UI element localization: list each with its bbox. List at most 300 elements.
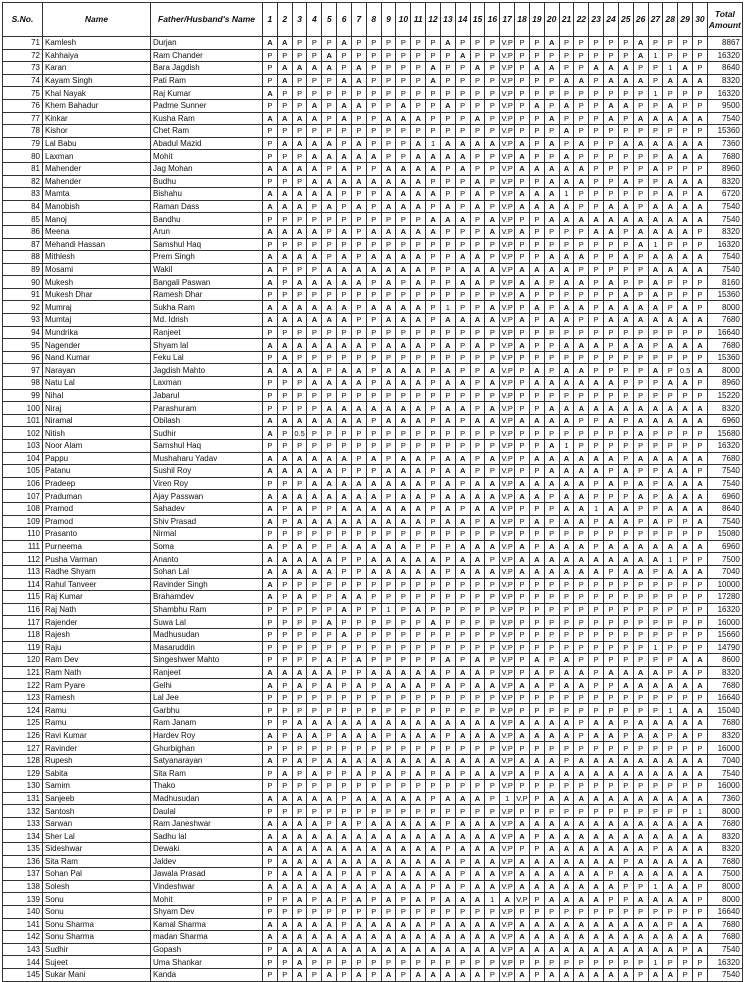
cell-attendance: P	[440, 62, 455, 75]
cell-attendance: P	[544, 641, 559, 654]
cell-attendance: P	[470, 150, 485, 163]
cell-attendance: P	[337, 968, 352, 981]
cell-attendance: P	[396, 603, 411, 616]
cell-attendance: P	[322, 591, 337, 604]
cell-attendance: A	[307, 175, 322, 188]
cell-attendance: P	[351, 905, 366, 918]
cell-attendance: A	[337, 452, 352, 465]
cell-attendance: P	[515, 666, 530, 679]
cell-attendance: A	[618, 465, 633, 478]
cell-amount: 7680	[707, 817, 742, 830]
cell-attendance: A	[618, 565, 633, 578]
cell-amount: 7500	[707, 553, 742, 566]
cell-attendance: P	[337, 868, 352, 881]
cell-attendance: A	[529, 301, 544, 314]
cell-attendance: P	[277, 125, 292, 138]
cell-attendance: A	[529, 162, 544, 175]
header-day: 11	[411, 3, 426, 37]
cell-attendance: P	[440, 641, 455, 654]
cell-attendance: P	[529, 326, 544, 339]
cell-attendance: A	[307, 188, 322, 201]
cell-attendance: P	[337, 742, 352, 755]
cell-attendance: P	[277, 578, 292, 591]
cell-attendance: A	[322, 402, 337, 415]
cell-attendance: V.P	[501, 479, 513, 489]
cell-attendance: P	[396, 591, 411, 604]
cell-attendance: P	[589, 679, 604, 692]
cell-attendance: P	[633, 641, 648, 654]
cell-sno: 138	[3, 880, 43, 893]
cell-name: Niramal	[43, 414, 151, 427]
cell-attendance: A	[574, 339, 589, 352]
table-row	[3, 314, 743, 327]
cell-attendance: A	[337, 477, 352, 490]
cell-attendance: A	[544, 553, 559, 566]
cell-attendance: P	[633, 440, 648, 453]
cell-attendance: A	[559, 893, 574, 906]
cell-attendance: A	[263, 162, 278, 175]
cell-attendance: V.P	[501, 844, 513, 854]
cell-attendance: P	[589, 691, 604, 704]
cell-attendance: P	[663, 515, 678, 528]
cell-attendance: P	[618, 905, 633, 918]
cell-attendance: A	[544, 263, 559, 276]
cell-father: Prem Singh	[151, 251, 263, 264]
cell-attendance: P	[263, 968, 278, 981]
cell-attendance: A	[633, 830, 648, 843]
cell-attendance: V.P	[501, 579, 513, 589]
cell-attendance: P	[366, 968, 381, 981]
cell-attendance: P	[485, 87, 500, 100]
cell-attendance: P	[604, 565, 619, 578]
cell-attendance: P	[455, 440, 470, 453]
cell-attendance: A	[544, 175, 559, 188]
cell-attendance: A	[426, 931, 441, 944]
cell-attendance: A	[648, 364, 663, 377]
cell-attendance: A	[411, 402, 426, 415]
cell-attendance: P	[351, 565, 366, 578]
cell-attendance: P	[515, 74, 530, 87]
cell-attendance: 1	[648, 641, 663, 654]
cell-attendance: A	[485, 490, 500, 503]
cell-attendance: P	[648, 654, 663, 667]
cell-attendance: P	[351, 628, 366, 641]
cell-attendance: P	[693, 351, 708, 364]
cell-attendance: P	[648, 742, 663, 755]
cell-attendance: P	[470, 125, 485, 138]
cell-attendance: P	[485, 616, 500, 629]
cell-attendance: A	[381, 754, 396, 767]
cell-attendance: P	[663, 603, 678, 616]
cell-attendance: P	[529, 112, 544, 125]
cell-attendance: A	[544, 314, 559, 327]
cell-attendance: A	[633, 49, 648, 62]
cell-attendance: P	[263, 74, 278, 87]
cell-attendance: P	[693, 440, 708, 453]
cell-attendance: A	[263, 817, 278, 830]
cell-attendance: A	[693, 792, 708, 805]
cell-attendance: P	[574, 578, 589, 591]
cell-attendance: P	[396, 74, 411, 87]
cell-attendance: A	[604, 855, 619, 868]
cell-attendance: P	[322, 641, 337, 654]
cell-attendance: P	[277, 540, 292, 553]
cell-attendance: A	[337, 225, 352, 238]
cell-attendance: A	[455, 754, 470, 767]
cell-attendance: A	[515, 717, 530, 730]
header-day: 4	[307, 3, 322, 37]
cell-attendance: A	[351, 502, 366, 515]
cell-attendance: A	[589, 553, 604, 566]
cell-name: Laxman	[43, 150, 151, 163]
cell-attendance: A	[351, 654, 366, 667]
cell-attendance: P	[544, 225, 559, 238]
cell-attendance: P	[648, 502, 663, 515]
cell-attendance: P	[663, 628, 678, 641]
cell-attendance: P	[663, 729, 678, 742]
cell-attendance: A	[515, 225, 530, 238]
cell-attendance: P	[411, 956, 426, 969]
cell-attendance: P	[426, 515, 441, 528]
cell-attendance: P	[633, 691, 648, 704]
cell-attendance: P	[366, 805, 381, 818]
cell-father: Jag Mohan	[151, 162, 263, 175]
cell-attendance: P	[337, 528, 352, 541]
cell-attendance: P	[292, 175, 307, 188]
cell-attendance: P	[663, 641, 678, 654]
cell-attendance: P	[322, 780, 337, 793]
cell-attendance: P	[663, 654, 678, 667]
cell-attendance: A	[263, 339, 278, 352]
cell-attendance: P	[277, 150, 292, 163]
cell-attendance: P	[322, 704, 337, 717]
cell-attendance: P	[366, 200, 381, 213]
cell-attendance: A	[485, 225, 500, 238]
cell-attendance: P	[337, 389, 352, 402]
cell-attendance: P	[544, 666, 559, 679]
cell-attendance: P	[307, 440, 322, 453]
cell-father: Gopash	[151, 943, 263, 956]
cell-attendance: P	[589, 641, 604, 654]
cell-attendance: A	[411, 515, 426, 528]
cell-father: Sadhu lal	[151, 830, 263, 843]
cell-attendance: P	[529, 225, 544, 238]
cell-attendance: A	[440, 477, 455, 490]
cell-attendance: P	[604, 603, 619, 616]
cell-attendance: P	[574, 654, 589, 667]
cell-attendance: P	[455, 641, 470, 654]
cell-attendance: A	[544, 465, 559, 478]
cell-attendance: P	[277, 87, 292, 100]
cell-attendance: P	[485, 956, 500, 969]
cell-attendance: A	[455, 729, 470, 742]
cell-amount: 15680	[707, 427, 742, 440]
cell-attendance: P	[604, 251, 619, 264]
cell-attendance: P	[559, 528, 574, 541]
cell-amount: 8000	[707, 364, 742, 377]
cell-attendance: A	[693, 175, 708, 188]
cell-sno: 113	[3, 565, 43, 578]
cell-attendance: P	[529, 74, 544, 87]
cell-attendance: A	[633, 553, 648, 566]
cell-attendance: A	[307, 162, 322, 175]
cell-attendance: A	[277, 767, 292, 780]
cell-attendance: A	[559, 200, 574, 213]
cell-attendance: P	[440, 843, 455, 856]
cell-attendance: A	[322, 553, 337, 566]
cell-attendance: P	[633, 364, 648, 377]
cell-attendance: A	[322, 893, 337, 906]
cell-attendance: A	[693, 452, 708, 465]
cell-amount: 7680	[707, 452, 742, 465]
cell-attendance: A	[292, 188, 307, 201]
cell-attendance: V.P	[501, 667, 513, 677]
cell-attendance: P	[263, 238, 278, 251]
cell-attendance: A	[529, 414, 544, 427]
cell-father: Nirmal	[151, 528, 263, 541]
cell-attendance: P	[633, 276, 648, 289]
cell-attendance: P	[515, 843, 530, 856]
cell-attendance: A	[366, 943, 381, 956]
cell-attendance: P	[351, 742, 366, 755]
cell-attendance: A	[529, 931, 544, 944]
cell-attendance: P	[693, 288, 708, 301]
cell-attendance: P	[589, 137, 604, 150]
cell-attendance: A	[515, 880, 530, 893]
cell-father: Abadul Mazid	[151, 137, 263, 150]
cell-attendance: P	[544, 742, 559, 755]
cell-attendance: P	[366, 905, 381, 918]
cell-attendance: P	[322, 351, 337, 364]
cell-attendance: P	[426, 452, 441, 465]
cell-attendance: P	[411, 213, 426, 226]
cell-father: Thako	[151, 780, 263, 793]
table-row	[3, 402, 743, 415]
cell-attendance: P	[470, 905, 485, 918]
cell-attendance: A	[618, 754, 633, 767]
cell-attendance: P	[529, 314, 544, 327]
cell-attendance: P	[440, 389, 455, 402]
cell-attendance: P	[396, 805, 411, 818]
cell-attendance: A	[485, 918, 500, 931]
cell-attendance: P	[589, 628, 604, 641]
cell-attendance: P	[396, 150, 411, 163]
cell-attendance: V.P	[501, 831, 513, 841]
cell-attendance: P	[292, 125, 307, 138]
cell-attendance: P	[604, 641, 619, 654]
cell-attendance: A	[574, 452, 589, 465]
cell-sno: 80	[3, 150, 43, 163]
cell-attendance: A	[633, 565, 648, 578]
cell-attendance: A	[693, 200, 708, 213]
cell-name: Sideshwar	[43, 843, 151, 856]
cell-attendance: P	[396, 351, 411, 364]
cell-attendance: P	[455, 188, 470, 201]
cell-attendance: P	[633, 200, 648, 213]
cell-attendance: P	[381, 150, 396, 163]
cell-attendance: A	[292, 717, 307, 730]
cell-sno: 114	[3, 578, 43, 591]
cell-attendance: P	[426, 679, 441, 692]
cell-attendance: P	[411, 37, 426, 50]
table-row	[3, 37, 743, 50]
cell-attendance: P	[470, 74, 485, 87]
cell-attendance: P	[322, 225, 337, 238]
cell-sno: 133	[3, 817, 43, 830]
cell-attendance: A	[381, 679, 396, 692]
cell-attendance: A	[381, 666, 396, 679]
cell-attendance: A	[589, 817, 604, 830]
cell-attendance: A	[574, 893, 589, 906]
cell-attendance: A	[618, 213, 633, 226]
cell-attendance: P	[633, 150, 648, 163]
cell-amount: 8320	[707, 74, 742, 87]
cell-attendance: P	[381, 238, 396, 251]
cell-attendance: A	[618, 918, 633, 931]
cell-attendance: P	[322, 99, 337, 112]
cell-attendance: P	[529, 591, 544, 604]
cell-attendance: P	[648, 99, 663, 112]
table-row	[3, 175, 743, 188]
header-day: 18	[515, 3, 530, 37]
cell-attendance: A	[618, 288, 633, 301]
cell-attendance: V.P	[501, 76, 513, 86]
cell-attendance: A	[559, 301, 574, 314]
cell-father: Ravinder Singh	[151, 578, 263, 591]
cell-attendance: P	[589, 654, 604, 667]
cell-attendance: A	[411, 377, 426, 390]
cell-name: Sita Ram	[43, 855, 151, 868]
cell-attendance: A	[440, 452, 455, 465]
cell-attendance: A	[589, 339, 604, 352]
cell-attendance: V.P	[501, 88, 513, 98]
cell-attendance: A	[366, 150, 381, 163]
cell-name: Kayam Singh	[43, 74, 151, 87]
cell-attendance: A	[589, 893, 604, 906]
table-row	[3, 364, 743, 377]
cell-attendance: A	[411, 339, 426, 352]
cell-attendance: P	[470, 641, 485, 654]
cell-attendance: P	[678, 37, 693, 50]
cell-father: Bara Jagdish	[151, 62, 263, 75]
header-day: 2	[277, 3, 292, 37]
cell-attendance: P	[337, 956, 352, 969]
cell-attendance: A	[544, 200, 559, 213]
cell-father: Pati Ram	[151, 74, 263, 87]
cell-attendance: P	[693, 553, 708, 566]
cell-attendance: P	[351, 238, 366, 251]
cell-sno: 82	[3, 175, 43, 188]
cell-attendance: V.P	[501, 743, 513, 753]
cell-attendance: A	[559, 767, 574, 780]
cell-attendance: A	[277, 868, 292, 881]
cell-attendance: P	[559, 225, 574, 238]
cell-father: Ranjeet	[151, 326, 263, 339]
cell-attendance: P	[529, 502, 544, 515]
cell-attendance: A	[277, 452, 292, 465]
cell-attendance: A	[292, 956, 307, 969]
cell-attendance: A	[426, 188, 441, 201]
cell-attendance: P	[337, 905, 352, 918]
cell-attendance: P	[693, 62, 708, 75]
cell-sno: 132	[3, 805, 43, 818]
cell-attendance: P	[440, 666, 455, 679]
cell-sno: 116	[3, 603, 43, 616]
cell-name: Raj Nath	[43, 603, 151, 616]
cell-attendance: A	[337, 880, 352, 893]
cell-attendance: P	[351, 112, 366, 125]
cell-attendance: P	[648, 188, 663, 201]
cell-attendance: P	[366, 440, 381, 453]
cell-attendance: A	[663, 565, 678, 578]
cell-attendance: P	[307, 402, 322, 415]
cell-attendance: P	[529, 540, 544, 553]
cell-attendance: P	[678, 616, 693, 629]
cell-attendance: A	[337, 364, 352, 377]
cell-attendance: P	[351, 288, 366, 301]
cell-attendance: P	[263, 641, 278, 654]
cell-attendance: P	[440, 251, 455, 264]
cell-attendance: A	[337, 817, 352, 830]
cell-attendance: P	[604, 87, 619, 100]
cell-attendance: P	[544, 691, 559, 704]
cell-attendance: P	[470, 364, 485, 377]
cell-attendance: P	[411, 351, 426, 364]
cell-attendance: P	[366, 238, 381, 251]
cell-attendance: A	[455, 893, 470, 906]
cell-attendance: P	[426, 628, 441, 641]
cell-attendance: A	[693, 679, 708, 692]
cell-attendance: A	[589, 754, 604, 767]
cell-attendance: P	[396, 628, 411, 641]
cell-attendance: P	[426, 314, 441, 327]
cell-amount: 7680	[707, 314, 742, 327]
cell-attendance: A	[559, 276, 574, 289]
cell-amount: 16320	[707, 87, 742, 100]
cell-attendance: A	[648, 792, 663, 805]
cell-attendance: A	[396, 452, 411, 465]
cell-name: Sher Lal	[43, 830, 151, 843]
cell-attendance: A	[574, 855, 589, 868]
cell-attendance: P	[307, 288, 322, 301]
cell-attendance: A	[515, 477, 530, 490]
cell-attendance: P	[589, 477, 604, 490]
cell-attendance: A	[618, 200, 633, 213]
cell-attendance: A	[292, 553, 307, 566]
cell-attendance: P	[485, 162, 500, 175]
cell-attendance: P	[322, 427, 337, 440]
cell-attendance: A	[263, 465, 278, 478]
cell-attendance: P	[366, 868, 381, 881]
cell-attendance: P	[618, 616, 633, 629]
cell-sno: 71	[3, 37, 43, 50]
cell-attendance: A	[693, 314, 708, 327]
cell-attendance: P	[322, 805, 337, 818]
cell-attendance: P	[470, 805, 485, 818]
cell-attendance: A	[485, 717, 500, 730]
cell-attendance: P	[633, 578, 648, 591]
cell-attendance: P	[426, 339, 441, 352]
cell-attendance: A	[663, 314, 678, 327]
cell-attendance: P	[411, 641, 426, 654]
cell-attendance: A	[618, 968, 633, 981]
cell-attendance: P	[529, 968, 544, 981]
cell-attendance: A	[678, 251, 693, 264]
cell-sno: 99	[3, 389, 43, 402]
cell-attendance: A	[307, 931, 322, 944]
cell-attendance: A	[263, 251, 278, 264]
cell-attendance: A	[263, 918, 278, 931]
